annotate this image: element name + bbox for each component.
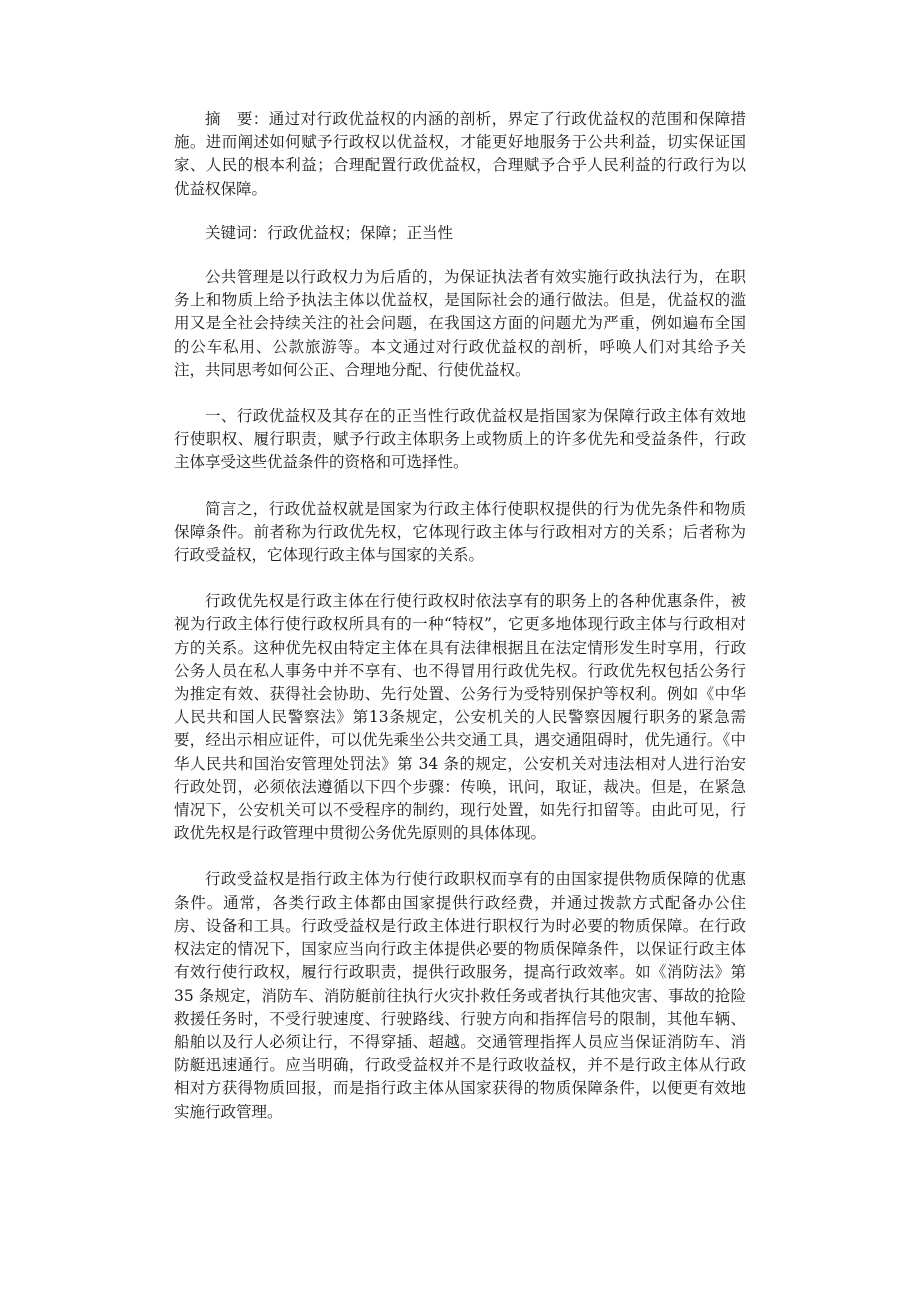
abstract-paragraph: 摘 要：通过对行政优益权的内涵的剖析，界定了行政优益权的范围和保障措施。进而阐述如何赋予行政权以优益权，才能更好地服务于公共利益，切实保证国家、人民的根本利益；合理配置行政优益权，合理赋予合乎人民利益的行政行为以优益权保障。 bbox=[174, 110, 746, 198]
keywords-paragraph: 关键词：行政优益权；保障；正当性 bbox=[205, 223, 454, 242]
body-paragraph-2: 一、行政优益权及其存在的正当性行政优益权是指国家为保障行政主体有效地行使职权、履行职责，赋予行政主体职务上或物质上的许多优先和受益条件，行政主体享受这些优益条件的资格和可选择性。 bbox=[174, 407, 746, 472]
document-body bbox=[174, 108, 746, 1147]
body-paragraph-4: 行政优先权是行政主体在行使行政权时依法享有的职务上的各种优惠条件，被视为行政主体行使行政权所具有的一种“特权”，它更多地体现行政主体与行政相对方的关系。这种优先权由特定主体在具有法律根据且在法定情形发生时享用，行政公务人员在私人事务中并不享有、也不得冒用行政优先权。行政优先权包括公务行为推定有效、获得社会协助、先行处置、公务行为受特别保护等权利。例如《中华人民共和国人民警察法》第13条规定，公安机关的人民警察因履行职务的紧急需要，经出示相应证件，可以优先乘坐公共交通工具，遇交通阻碍时，优先通行。《中华人民共和国治安管理处罚法》第 34 条的规定，公安机关对违法相对人进行治安行政处罚，必须依法遵循以下四个步骤：传唤，讯问，取证，裁决。但是，在紧急情况下，公安机关可以不受程序的制约，现行处置，如先行扣留等。由此可见，行政优先权是行政管理中贯彻公务优先原则的具体体现。 bbox=[174, 592, 746, 843]
body-paragraph-1: 公共管理是以行政权力为后盾的，为保证执法者有效实施行政执法行为，在职务上和物质上给予执法主体以优益权，是国际社会的通行做法。但是，优益权的滥用又是全社会持续关注的社会问题，在我国这方面的问题尤为严重，例如遍布全国的公车私用、公款旅游等。本文通过对行政优益权的剖析，呼唤人们对其给予关注，共同思考如何公正、合理地分配、行使优益权。 bbox=[174, 268, 746, 379]
body-paragraph-3: 简言之，行政优益权就是国家为行政主体行使职权提供的行为优先条件和物质保障条件。前者称为行政优先权，它体现行政主体与行政相对方的关系；后者称为行政受益权，它体现行政主体与国家的关系。 bbox=[174, 499, 746, 565]
body-paragraph-5: 行政受益权是指行政主体为行使行政职权而享有的由国家提供物质保障的优惠条件。通常，各类行政主体都由国家提供行政经费，并通过拨款方式配备办公住房、设备和工具。行政受益权是行政主体进行职权行为时必要的物质保障。在行政权法定的情况下，国家应当向行政主体提供必要的物质保障条件，以保证行政主体有效行使行政权，履行行政职责，提供行政服务，提高行政效率。如《消防法》第 35 条规定，消防车、消防艇前往执行火灾扑救任务或者执行其他灾害、事故的抢险救援任务时，不受行驶速度、行驶路线、行驶方向和指挥信号的限制，其他车辆、船舶以及行人必须让行，不得穿插、超越。交通管理指挥人员应当保证消防车、消防艇迅速通行。应当明确，行政受益权并不是行政收益权，并不是行政主体从行政相对方获得物质回报，而是指行政主体从国家获得的物质保障条件，以便更有效地实施行政管理。 bbox=[174, 870, 746, 1121]
